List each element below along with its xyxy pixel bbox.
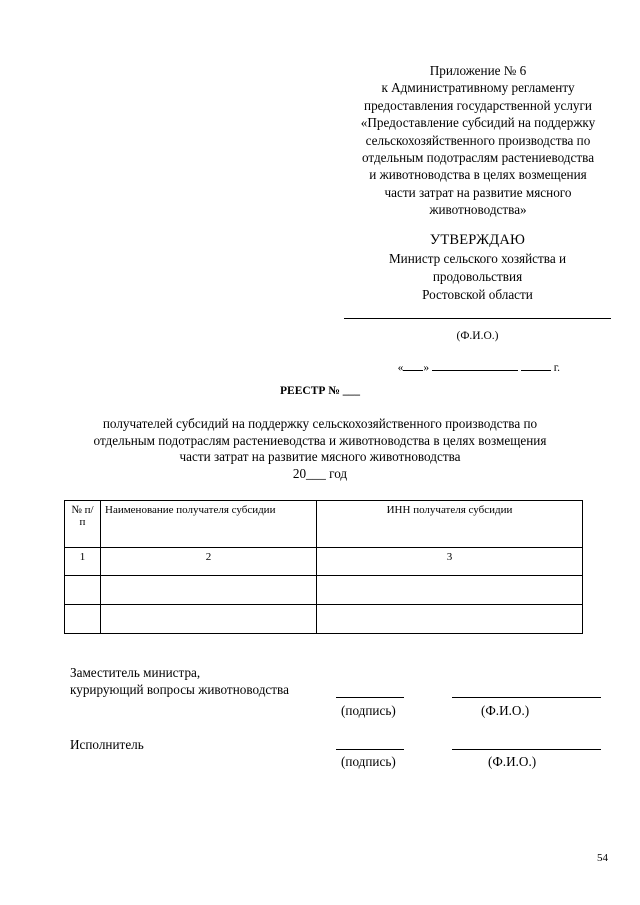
approval-line: Ростовской области xyxy=(422,287,533,302)
executor-signature-blank xyxy=(336,749,404,750)
appendix-line: «Предоставление субсидий на поддержку xyxy=(360,115,596,131)
registry-subtitle xyxy=(40,416,600,482)
deputy-line: Заместитель министра, xyxy=(70,665,201,680)
table-row xyxy=(65,576,583,605)
date-year-suffix: г. xyxy=(553,362,560,374)
approval-signature-line xyxy=(344,318,611,319)
registry-table xyxy=(64,500,583,634)
approval-block xyxy=(345,231,610,304)
deputy-fio-blank xyxy=(452,697,601,698)
table-cell xyxy=(101,576,317,605)
header-cell-number: № п/п xyxy=(65,501,101,548)
table-row xyxy=(65,605,583,634)
appendix-line: отдельным подотраслям растениеводства xyxy=(361,150,595,166)
appendix-line: Приложение № 6 xyxy=(429,63,527,78)
deputy-signature-blank xyxy=(336,697,404,698)
deputy-line: курирующий вопросы животноводства xyxy=(70,682,289,697)
date-day-blank xyxy=(403,360,423,371)
executor-fio-blank xyxy=(452,749,601,750)
page-number: 54 xyxy=(597,852,608,864)
registry-year-line: 20___ год xyxy=(292,465,348,481)
date-year-blank xyxy=(521,360,551,371)
table-cell xyxy=(65,576,101,605)
header-cell-inn: ИНН получателя субсидии xyxy=(317,501,583,548)
appendix-header xyxy=(338,62,618,219)
approval-title: УТВЕРЖДАЮ xyxy=(429,232,526,248)
registry-subtitle-line: части затрат на развитие мясного животноводства xyxy=(179,449,461,464)
deputy-minister-label xyxy=(70,664,289,698)
table-cell xyxy=(65,605,101,634)
deputy-signature-caption: (подпись) xyxy=(341,703,396,718)
date-month-blank xyxy=(432,360,518,371)
table-cell xyxy=(317,576,583,605)
approval-date-line xyxy=(398,360,560,374)
appendix-line: к Административному регламенту xyxy=(381,80,575,96)
table-header-row xyxy=(65,501,583,548)
numbering-cell: 1 xyxy=(65,548,101,576)
appendix-line: предоставления государственной услуги xyxy=(364,97,592,113)
appendix-line: сельскохозяйственного производства по xyxy=(365,132,591,148)
appendix-line: части затрат на развитие мясного xyxy=(384,184,572,200)
date-close-quote: » xyxy=(423,362,430,374)
table-cell xyxy=(101,605,317,634)
table-numbering-row xyxy=(65,548,583,576)
approval-fio-caption: (Ф.И.О.) xyxy=(456,330,499,342)
table-cell xyxy=(317,605,583,634)
deputy-fio-caption: (Ф.И.О.) xyxy=(481,703,530,718)
registry-subtitle-line: отдельным подотраслям растениеводства и животноводства в целях возмещения xyxy=(93,432,547,448)
appendix-line: и животноводства в целях возмещения xyxy=(369,167,587,183)
registry-subtitle-line: получателей субсидий на поддержку сельскохозяйственного производства по xyxy=(102,416,538,431)
registry-title: РЕЕСТР № ___ xyxy=(280,385,360,397)
header-cell-name: Наименование получателя субсидии xyxy=(101,501,317,548)
approval-line: Министр сельского хозяйства и xyxy=(388,251,567,266)
appendix-line: животноводства» xyxy=(429,202,527,218)
date-open-quote: « xyxy=(397,362,404,374)
executor-signature-caption: (подпись) xyxy=(341,754,396,769)
executor-label: Исполнитель xyxy=(70,737,144,752)
numbering-cell: 3 xyxy=(317,548,583,576)
approval-line: продовольствия xyxy=(432,269,523,284)
executor-fio-caption: (Ф.И.О.) xyxy=(488,754,537,769)
numbering-cell: 2 xyxy=(101,548,317,576)
